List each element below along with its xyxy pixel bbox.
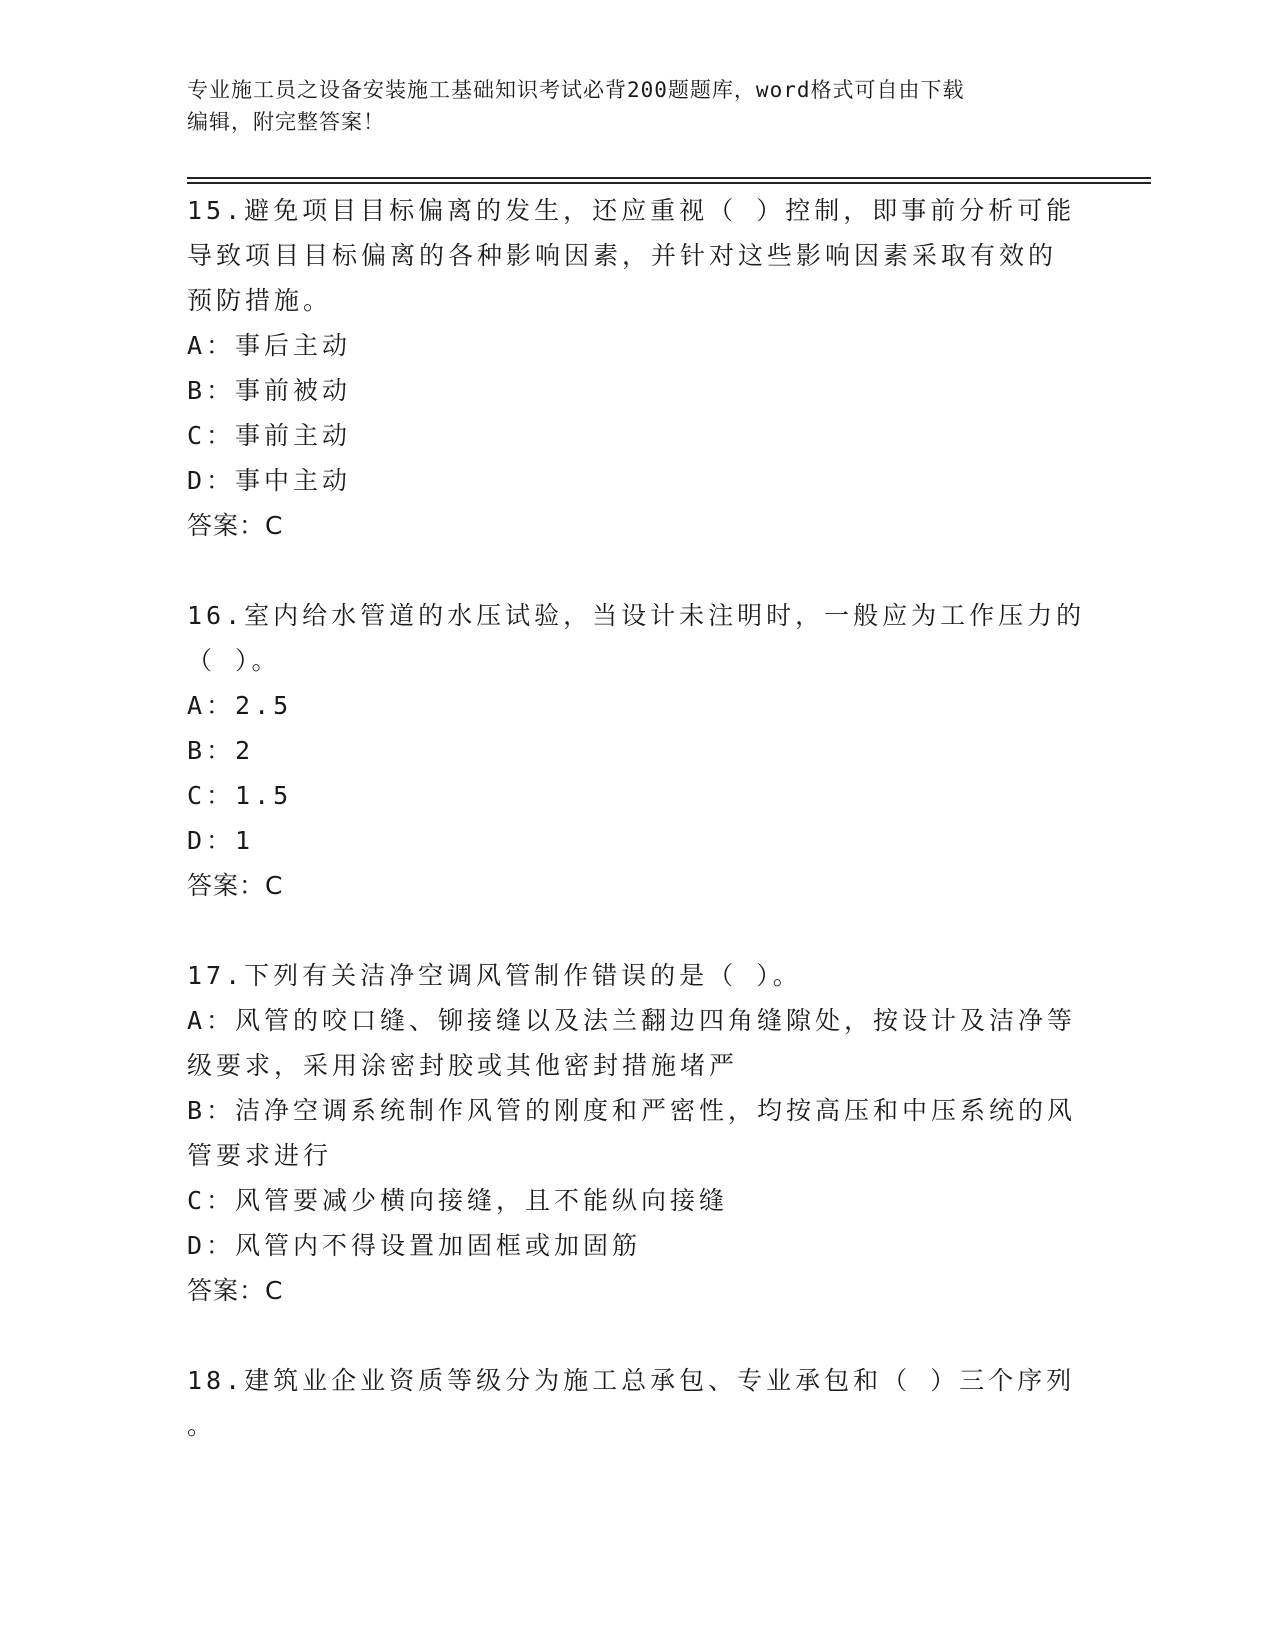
option-b: B：事前被动 <box>187 376 352 405</box>
question-text: 18.建筑业企业资质等级分为施工总承包、专业承包和（ ）三个序列 <box>187 1366 1076 1395</box>
answer-text: 答案：C <box>187 871 284 900</box>
option-a: A：事后主动 <box>187 331 352 360</box>
question-text: 15.避免项目目标偏离的发生，还应重视（ ）控制，即事前分析可能 <box>187 196 1076 225</box>
answer-text: 答案：C <box>187 511 284 540</box>
option-b-continued: 管要求进行 <box>187 1141 333 1170</box>
question-text: 17.下列有关洁净空调风管制作错误的是（ ）。 <box>187 961 802 990</box>
header-line: 专业施工员之设备安装施工基础知识考试必背200题题库，word格式可自由下载 <box>187 78 965 102</box>
header-divider <box>187 177 1151 179</box>
answer-text: 答案：C <box>187 1276 284 1305</box>
document-header <box>187 74 1067 138</box>
option-a-continued: 级要求，采用涂密封胶或其他密封措施堵严 <box>187 1051 739 1080</box>
question-block <box>187 188 1087 548</box>
spacer <box>187 908 1087 953</box>
question-text: 。 <box>187 1411 217 1440</box>
option-d: D：风管内不得设置加固框或加固筋 <box>187 1231 642 1260</box>
question-text: 导致项目目标偏离的各种影响因素，并针对这些影响因素采取有效的 <box>187 241 1058 270</box>
option-a: A：2.5 <box>187 691 293 720</box>
question-block <box>187 593 1087 908</box>
question-text: 预防措施。 <box>187 286 333 315</box>
question-list <box>187 188 1087 1448</box>
option-c: C：风管要减少横向接缝，且不能纵向接缝 <box>187 1186 729 1215</box>
option-b: B：2 <box>187 736 255 765</box>
option-a: A：风管的咬口缝、铆接缝以及法兰翻边四角缝隙处，按设计及洁净等 <box>187 1006 1077 1035</box>
spacer <box>187 548 1087 593</box>
header-line: 编辑，附完整答案！ <box>187 110 385 134</box>
option-c: C：1.5 <box>187 781 293 810</box>
question-text: 16.室内给水管道的水压试验，当设计未注明时，一般应为工作压力的 <box>187 601 1086 630</box>
option-c: C：事前主动 <box>187 421 352 450</box>
question-text: （ ）。 <box>187 646 281 675</box>
question-block <box>187 953 1087 1313</box>
header-divider <box>187 182 1151 184</box>
spacer <box>187 1313 1087 1358</box>
option-d: D：事中主动 <box>187 466 352 495</box>
question-block <box>187 1358 1087 1448</box>
option-d: D：1 <box>187 826 255 855</box>
option-b: B：洁净空调系统制作风管的刚度和严密性，均按高压和中压系统的风 <box>187 1096 1077 1125</box>
